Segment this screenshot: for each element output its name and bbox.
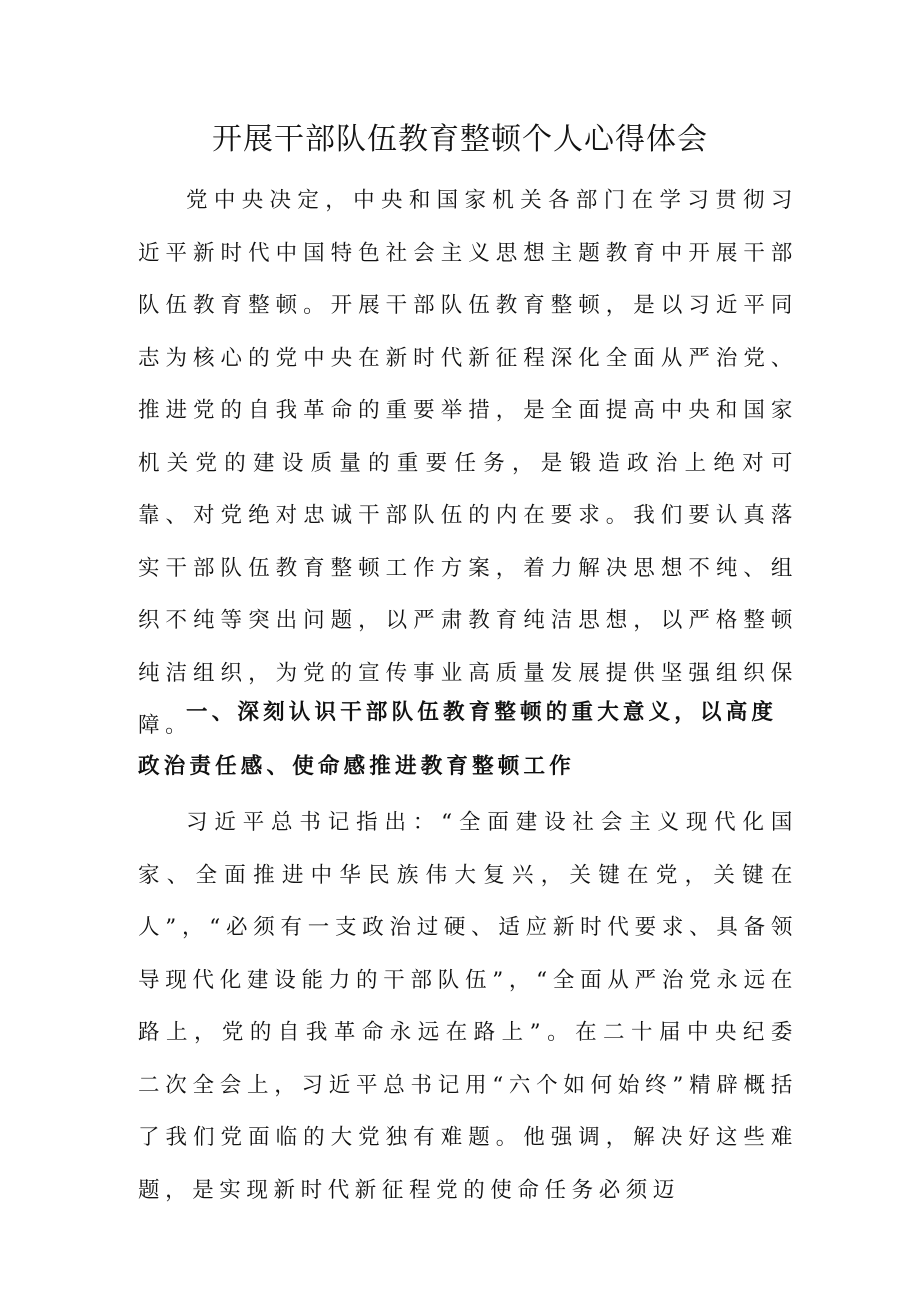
- document-title: 开展干部队伍教育整顿个人心得体会: [212, 122, 708, 157]
- intro-paragraph: 党中央决定，中央和国家机关各部门在学习贯彻习近平新时代中国特色社会主义思想主题教育中开展干部队伍教育整顿。开展干部队伍教育整顿，是以习近平同志为核心的党中央在新时代新征程深化全面从严治党、推进党的自我革命的重要举措，是全面提高中央和国家机关党的建设质量的重要任务，是锻造政治上绝对可靠、对党绝对忠诚干部队伍的内在要求。我们要认真落实干部队伍教育整顿工作方案，着力解决思想不纯、组织不纯等突出问题，以严肃教育纯洁思想，以严格整顿纯洁组织，为党的宣传事业高质量发展提供坚强组织保障。: [138, 188, 798, 738]
- section-paragraph-1: 习近平总书记指出：“全面建设社会主义现代化国家、全面推进中华民族伟大复兴，关键在党，关键在人”，“必须有一支政治过硬、适应新时代要求、具备领导现代化建设能力的干部队伍”，“全面从严治党永远在路上，党的自我革命永远在路上”。在二十届中央纪委二次全会上，习近平总书记用“六个如何始终”精辟概括了我们党面临的大党独有难题。他强调，解决好这些难题，是实现新时代新征程党的使命任务必须迈: [138, 810, 798, 1203]
- section-heading-1: 一、深刻认识干部队伍教育整顿的重大意义，以高度政治责任感、使命感推进教育整顿工作: [138, 700, 778, 779]
